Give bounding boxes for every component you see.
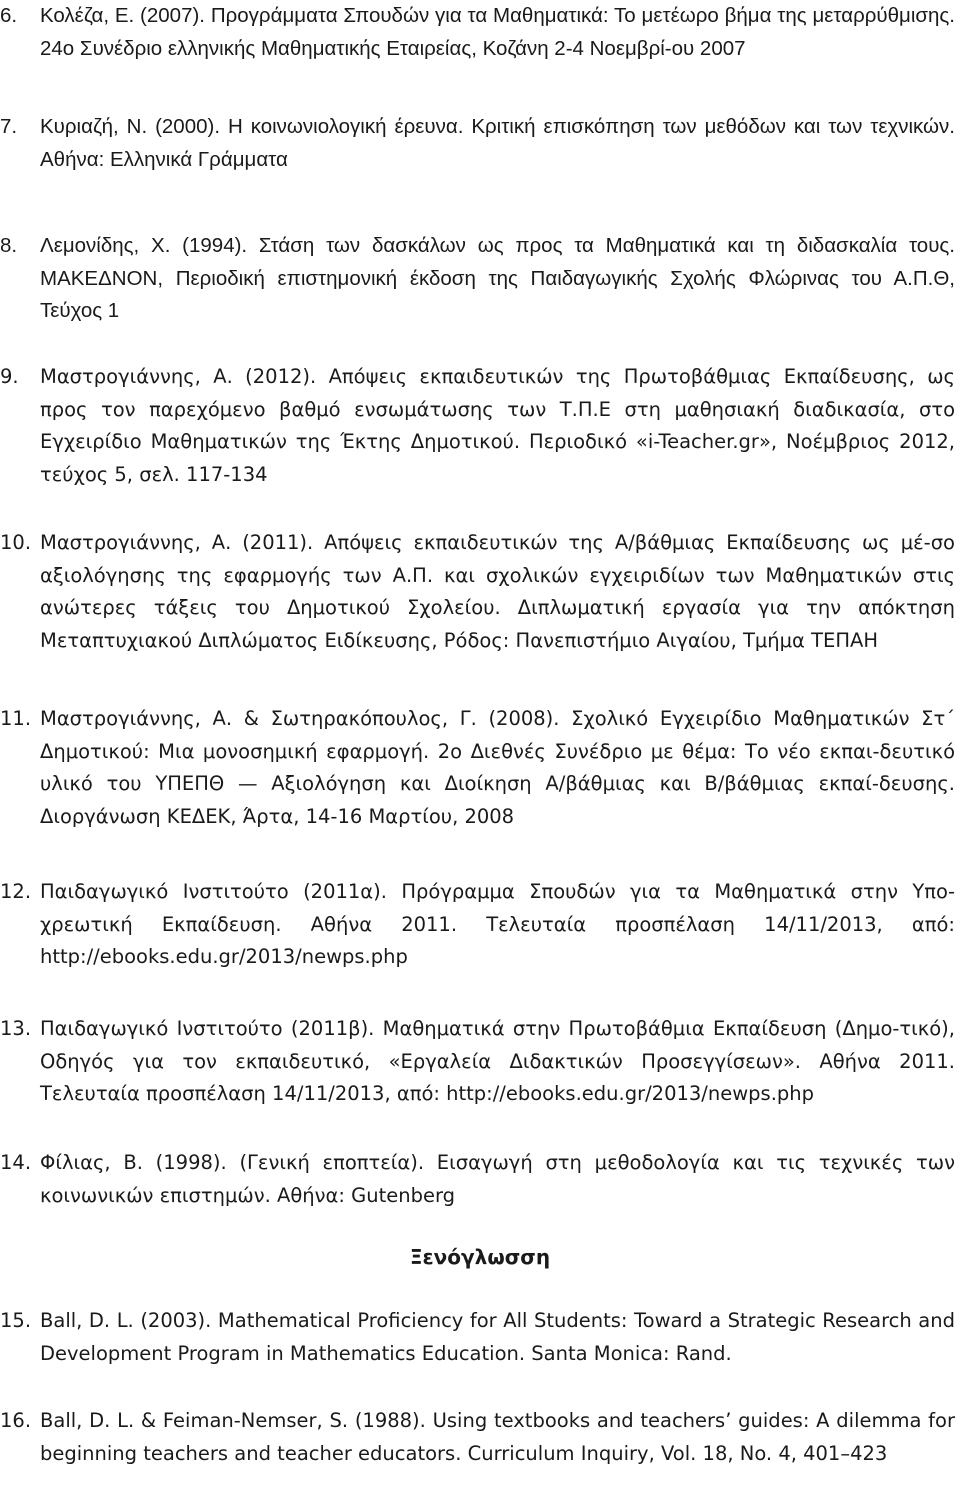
reference-number: 14. bbox=[0, 1151, 32, 1174]
reference-text: Κυριαζή, Ν. (2000). Η κοινωνιολογική έρευνα. Κριτική επισκόπηση των μεθόδων και των τεχνικών. Αθήνα: Ελληνικά Γράμματα bbox=[40, 115, 955, 171]
reference-item bbox=[0, 111, 955, 176]
reference-number: 16. bbox=[0, 1409, 32, 1432]
reference-text: Μαστρογιάννης, Α. & Σωτηρακόπουλος, Γ. (2008). Σχολικό Εγχειρίδιο Μαθηματικών Στ΄ Δημοτικού: Μια μονοσημική εφαρμογή. 2ο Διεθνές Συνέδριο με θέμα: Το νέο εκπαι-δευτικό υλικό του ΥΠΕΠΘ — Αξιολόγηση και Διοίκηση Α/βάθμιας και Β/βάθμιας εκπαί-δευσης. Διοργάνωση ΚΕΔΕΚ, Άρτα, 14-16 Μαρτίου, 2008 bbox=[40, 707, 955, 828]
reference-number: 13. bbox=[0, 1017, 32, 1040]
reference-item bbox=[0, 0, 955, 65]
section-heading: Ξενόγλωσση bbox=[409, 1245, 551, 1269]
reference-number: 7. bbox=[0, 115, 18, 138]
reference-number: 15. bbox=[0, 1309, 32, 1332]
reference-item bbox=[0, 1405, 955, 1470]
reference-text: Μαστρογιάννης, Α. (2011). Απόψεις εκπαιδευτικών της Α/βάθμιας Εκπαίδευσης ως μέ-σο αξιολόγησης της εφαρμογής των Α.Π. και σχολικών εγχειριδίων των Μαθηματικών στις ανώτερες τάξεις του Δημοτικού Σχολείου. Διπλωματική εργασία για την απόκτηση Μεταπτυχιακού Διπλώματος Ειδίκευσης, Ρόδος: Πανεπιστήμιο Αιγαίου, Τμήμα ΤΕΠΑΗ bbox=[40, 531, 955, 652]
reference-text: Φίλιας, Β. (1998). (Γενική εποπτεία). Εισαγωγή στη μεθοδολογία και τις τεχνικές των κοινωνικών επιστημών. Αθήνα: Gutenberg bbox=[40, 1151, 955, 1207]
reference-item bbox=[0, 1147, 955, 1212]
reference-text: Παιδαγωγικό Ινστιτούτο (2011α). Πρόγραμμα Σπουδών για τα Μαθηματικά στην Υπο-χρεωτική Εκπαίδευση. Αθήνα 2011. Τελευταία προσπέλαση 14/11/2013, από: http://ebooks.edu.gr/2013/newps.php bbox=[40, 880, 955, 968]
reference-text: Μαστρογιάννης, Α. (2012). Απόψεις εκπαιδευτικών της Πρωτοβάθμιας Εκπαίδευσης, ως προς τον παρεχόμενο βαθμό ενσωμάτωσης των Τ.Π.Ε στη μαθησιακή διαδικασία, στο Εγχειρίδιο Μαθηματικών της Έκτης Δημοτικού. Περιοδικό «i-Teacher.gr», Νοέμβριος 2012, τεύχος 5, σελ. 117-134 bbox=[40, 365, 955, 486]
reference-item bbox=[0, 527, 955, 657]
reference-item bbox=[0, 1305, 955, 1370]
reference-item bbox=[0, 703, 955, 833]
reference-number: 11. bbox=[0, 707, 32, 730]
reference-text: Ball, D. L. (2003). Mathematical Proficiency for All Students: Toward a Strategic Research and Development Program in Mathematics Education. Santa Monica: Rand. bbox=[40, 1309, 955, 1365]
reference-text: Ball, D. L. & Feiman-Nemser, S. (1988). Using textbooks and teachers’ guides: A dilemma for beginning teachers and teacher educators. Curriculum Inquiry, Vol. 18, No. 4, 401–423 bbox=[40, 1409, 955, 1465]
reference-item bbox=[0, 361, 955, 491]
reference-number: 10. bbox=[0, 531, 32, 554]
reference-number: 12. bbox=[0, 880, 32, 903]
reference-text: Κολέζα, Ε. (2007). Προγράμματα Σπουδών για τα Μαθηματικά: Το μετέωρο βήμα της μεταρρύθμισης. 24ο Συνέδριο ελληνικής Μαθηματικής Εταιρείας, Κοζάνη 2-4 Νοεμβρί-ου 2007 bbox=[40, 4, 955, 60]
reference-number: 6. bbox=[0, 4, 18, 27]
reference-number: 9. bbox=[0, 365, 19, 388]
reference-text: Λεμονίδης, Χ. (1994). Στάση των δασκάλων ως προς τα Μαθηματικά και τη διδασκαλία τους. ΜΑΚΕΔΝΟΝ, Περιοδική επιστημονική έκδοση της Παιδαγωγικής Σχολής Φλώρινας του Α.Π.Θ, Τεύχος 1 bbox=[40, 234, 955, 322]
reference-item bbox=[0, 876, 955, 974]
reference-item bbox=[0, 1013, 955, 1111]
reference-number: 8. bbox=[0, 234, 18, 257]
reference-text: Παιδαγωγικό Ινστιτούτο (2011β). Μαθηματικά στην Πρωτοβάθμια Εκπαίδευση (Δημο-τικό), Οδηγός για τον εκπαιδευτικό, «Εργαλεία Διδακτικών Προσεγγίσεων». Αθήνα 2011. Τελευταία προσπέλαση 14/11/2013, από: http://ebooks.edu.gr/2013/newps.php bbox=[40, 1017, 955, 1105]
reference-item bbox=[0, 230, 955, 328]
